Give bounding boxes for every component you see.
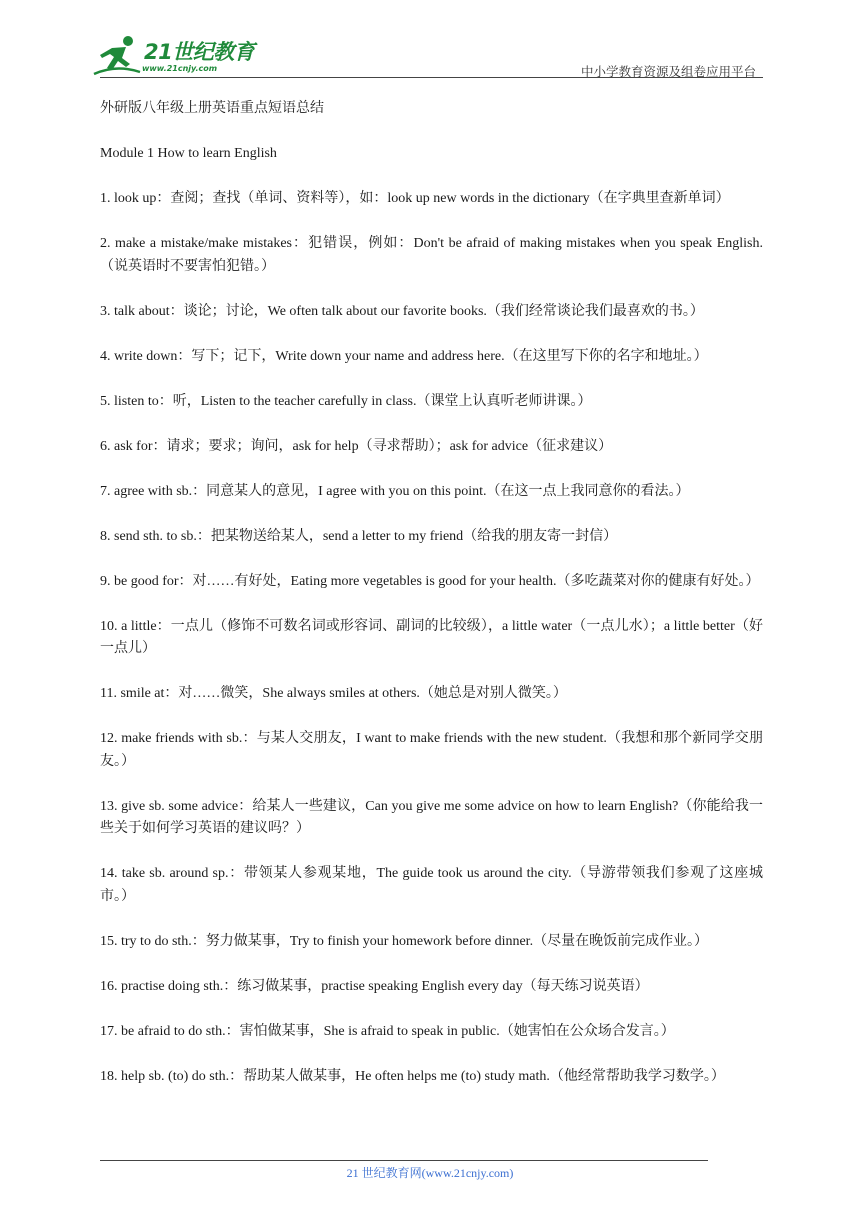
phrase-item: 9. be good for：对……有好处，Eating more vegetables is good for your health.（多吃蔬菜对你的健康有好处。）	[100, 573, 760, 589]
phrase-item: 2. make a mistake/make mistakes：犯错误，例如：Don't be afraid of making mistakes when you speak English.（说英语时不要害怕犯错。）	[100, 236, 763, 274]
phrase-item: 16. practise doing sth.：练习做某事，practise speaking English every day（每天练习说英语）	[100, 978, 649, 994]
logo-url: www.21cnjy.com	[142, 64, 218, 73]
phrase-item: 17. be afraid to do sth.：害怕做某事，She is afraid to speak in public.（她害怕在公众场合发言。）	[100, 1023, 675, 1039]
site-logo[interactable]	[92, 34, 267, 78]
phrase-item: 1. look up：查阅；查找（单词、资料等），如：look up new words in the dictionary（在字典里查新单词）	[100, 191, 730, 206]
page-header	[0, 0, 860, 80]
runner-logo-icon	[92, 34, 142, 78]
phrase-item: 5. listen to：听，Listen to the teacher carefully in class.（课堂上认真听老师讲课。）	[100, 393, 592, 409]
header-divider	[100, 77, 763, 78]
phrase-item: 14. take sb. around sp.：带领某人参观某地，The guide took us around the city.（导游带领我们参观了这座城市。）	[100, 866, 763, 904]
phrase-item: 3. talk about：谈论；讨论，We often talk about our favorite books.（我们经常谈论我们最喜欢的书。）	[100, 303, 704, 319]
platform-name: 中小学教育资源及组卷应用平台	[580, 64, 756, 79]
module-heading: Module 1 How to learn English	[100, 146, 277, 161]
document-title: 外研版八年级上册英语重点短语总结	[100, 101, 324, 116]
phrase-item: 13. give sb. some advice：给某人一些建议，Can you give me some advice on how to learn English?（你能给我一些关于如何学习英语的建议吗？）	[100, 798, 763, 836]
logo-text: 21世纪教育	[144, 40, 255, 64]
phrase-item: 15. try to do sth.：努力做某事，Try to finish your homework before dinner.（尽量在晚饭前完成作业。）	[100, 933, 709, 949]
phrase-item: 11. smile at：对……微笑，She always smiles at others.（她总是对别人微笑。）	[100, 686, 567, 701]
footer-divider	[100, 1160, 708, 1161]
phrase-item: 8. send sth. to sb.：把某物送给某人，send a letter to my friend（给我的朋友寄一封信）	[100, 528, 618, 544]
footer-text[interactable]: 21 世纪教育网(www.21cnjy.com)	[346, 1166, 514, 1180]
phrase-item: 6. ask for：请求；要求；询问，ask for help（寻求帮助）；ask for advice（征求建议）	[100, 438, 613, 454]
phrase-item: 12. make friends with sb.：与某人交朋友，I want to make friends with the new student.（我想和那个新同学交朋友。）	[100, 731, 763, 769]
phrase-item: 4. write down：写下；记下，Write down your name and address here.（在这里写下你的名字和地址。）	[100, 348, 708, 364]
phrase-item: 7. agree with sb.：同意某人的意见，I agree with you on this point.（在这一点上我同意你的看法。）	[100, 483, 690, 499]
phrase-item: 18. help sb. (to) do sth.：帮助某人做某事，He often helps me (to) study math.（他经常帮助我学习数学。）	[100, 1068, 725, 1084]
phrase-list	[100, 188, 763, 1088]
phrase-item: 10. a little：一点儿（修饰不可数名词或形容词、副词的比较级），a little water（一点儿水）；a little better（好一点儿）	[100, 618, 763, 656]
document-body	[100, 98, 763, 1111]
